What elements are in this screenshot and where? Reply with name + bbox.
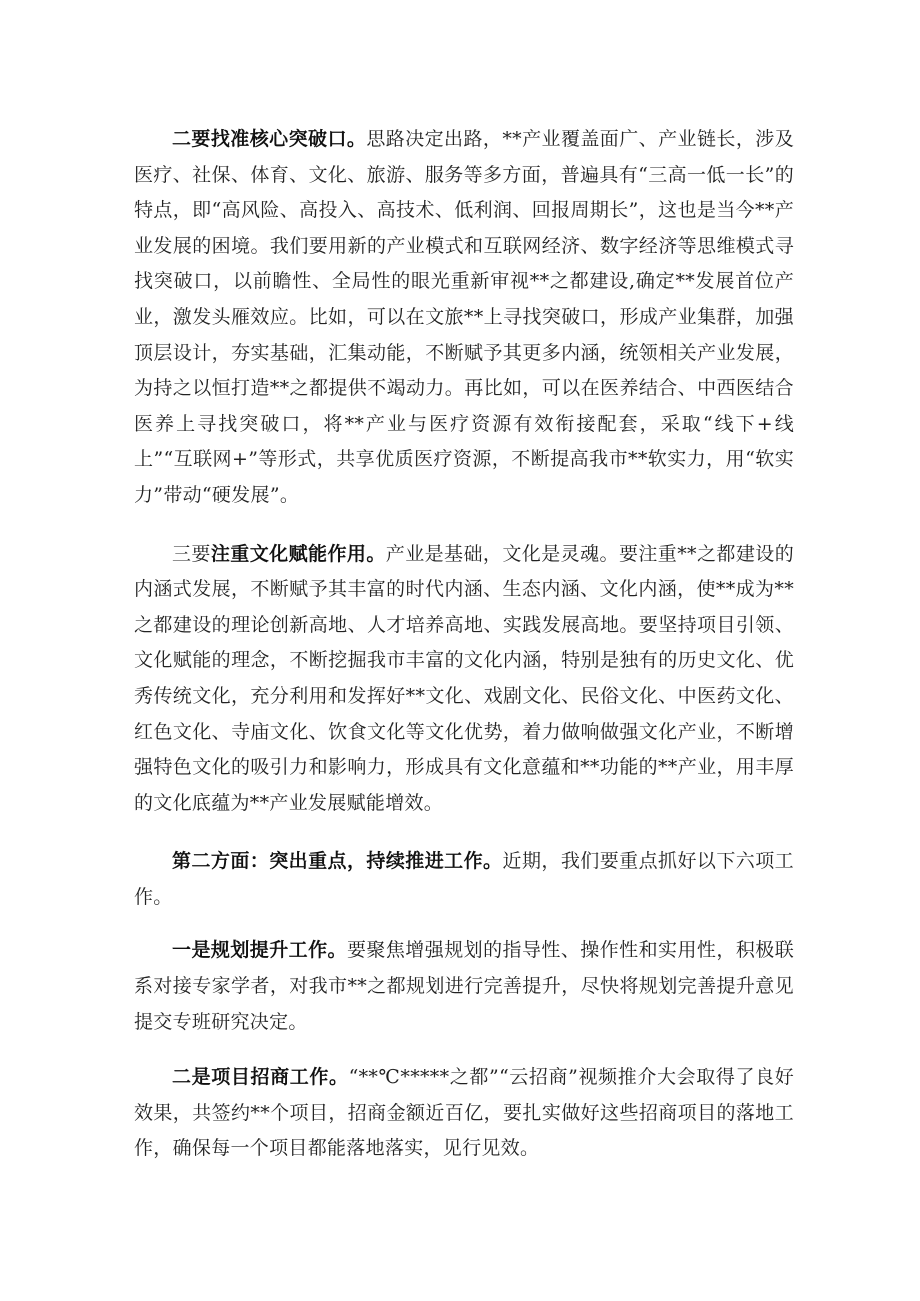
paragraph-core-breakthrough	[134, 122, 794, 514]
paragraph-culture-empowerment	[134, 537, 794, 822]
paragraph-planning-upgrade	[134, 933, 794, 1040]
paragraph-prefix: 三要	[172, 542, 211, 565]
paragraph-lead: 二要找准核心突破口。	[172, 128, 367, 150]
paragraph-lead: 二是项目招商工作。	[172, 1066, 349, 1089]
paragraph-text: 思路决定出路，**产业覆盖面广、产业链长，涉及医疗、社保、体育、文化、旅游、服务等多方面，普遍具有“三高一低一长”的特点，即“高风险、高投入、高技术、低利润、回报周期长”，这也是当今**产业发展的困境。我们要用新的产业模式和互联网经济、数字经济等思维模式寻找突破口，以前瞻性、全局性的眼光重新审视**之都建设,确定**发展首位产业，激发头雁效应。比如，可以在文旅**上寻找突破口，形成产业集群，加强顶层设计，夯实基础，汇集动能，不断赋予其更多内涵，统领相关产业发展，为持之以恒打造**之都提供不竭动力。再比如，可以在医养结合、中西医结合医养上寻找突破口，将**产业与医疗资源有效衔接配套，采取“线下+线上”“互联网+”等形式，共享优质医疗资源，不断提高我市**软实力，用“软实力”带动“硬发展”。	[134, 128, 794, 506]
paragraph-second-aspect	[134, 844, 794, 915]
paragraph-lead: 第二方面：突出重点，持续推进工作。	[172, 850, 503, 873]
paragraph-text: 要聚焦增强规划的指导性、操作性和实用性，积极联系对接专家学者，对我市**之都规划进行完善提升，尽快将规划完善提升意见提交专班研究决定。	[134, 939, 795, 1033]
paragraph-lead: 注重文化赋能作用。	[210, 542, 386, 565]
paragraph-investment-attraction	[134, 1060, 794, 1167]
document-body	[134, 122, 794, 1187]
paragraph-lead: 一是规划提升工作。	[172, 939, 347, 962]
paragraph-text: 产业是基础，文化是灵魂。要注重**之都建设的内涵式发展，不断赋予其丰富的时代内涵、生态内涵、文化内涵，使**成为**之都建设的理论创新高地、人才培养高地、实践发展高地。要坚持项目引领、文化赋能的理念，不断挖掘我市丰富的文化内涵，特别是独有的历史文化、优秀传统文化，充分利用和发挥好**文化、戏剧文化、民俗文化、中医药文化、红色文化、寺庙文化、饮食文化等文化优势，着力做响做强文化产业，不断增强特色文化的吸引力和影响力，形成具有文化意蕴和**功能的**产业，用丰厚的文化底蕴为**产业发展赋能增效。	[134, 542, 794, 814]
paragraph-text: “**℃*****之都”“云招商”视频推介大会取得了良好效果，共签约**个项目，招商金额近百亿，要扎实做好这些招商项目的落地工作，确保每一个项目都能落地落实，见行见效。	[134, 1066, 795, 1160]
paragraph-text: 近期，我们要重点抓好以下六项工作。	[134, 850, 794, 908]
